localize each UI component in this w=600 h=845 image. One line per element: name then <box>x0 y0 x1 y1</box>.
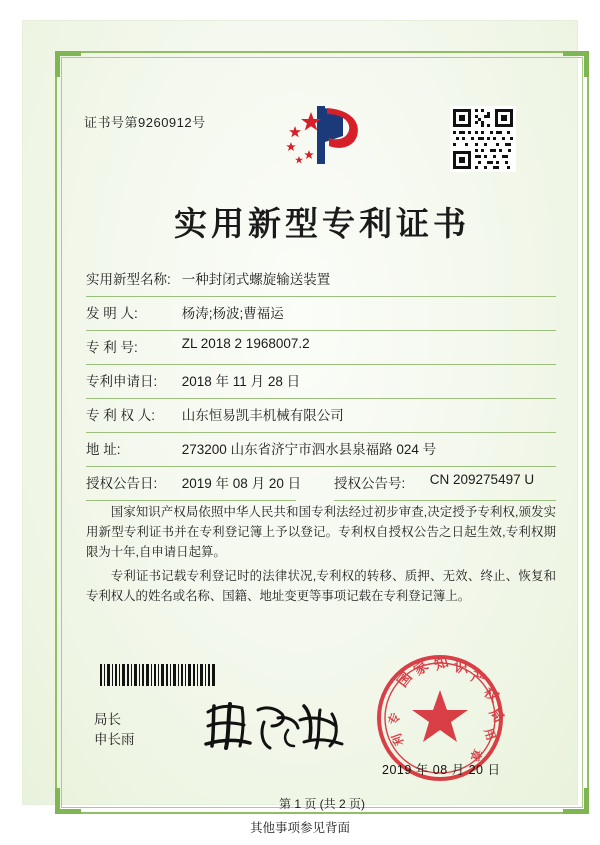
grant-number-group <box>334 472 534 492</box>
field-underline <box>86 432 556 433</box>
field-underline <box>86 398 556 399</box>
field-value: 2018 年 11 月 28 日 <box>181 374 301 389</box>
director-name-label: 申长雨 <box>94 732 135 747</box>
field-row-grant-announcement <box>86 472 556 506</box>
field-row-address <box>86 438 556 472</box>
field-row-patentee <box>86 404 556 438</box>
svg-text:利: 利 <box>389 731 407 748</box>
page-number: 第 1 页 (共 2 页) <box>278 797 365 811</box>
signature-labels <box>94 710 135 750</box>
field-row-utility-model-name <box>86 268 556 302</box>
director-title-label: 局长 <box>94 712 121 727</box>
corner-ornament-top-left <box>55 51 81 77</box>
field-row-inventors <box>86 302 556 336</box>
page-title: 实用新型专利证书 <box>174 204 470 243</box>
svg-text:产: 产 <box>468 668 488 689</box>
field-list <box>86 268 556 506</box>
field-label: 发 明 人: <box>86 306 138 321</box>
field-underline <box>86 296 556 297</box>
field-value: 杨涛;杨波;曹福运 <box>181 306 284 321</box>
field-label: 实用新型名称: <box>86 272 171 287</box>
field-value: 273200 山东省济宁市泗水县泉福路 024 号 <box>181 442 437 457</box>
field-label: 地 址: <box>86 442 121 457</box>
svg-text:用: 用 <box>481 726 499 743</box>
barcode-icon <box>100 664 216 686</box>
field-label: 专 利 号: <box>86 340 138 355</box>
corner-ornament-top-right <box>563 51 589 77</box>
grant-number-label: 授权公告号: <box>334 476 406 491</box>
handwritten-signature-icon <box>200 696 350 754</box>
seal-date: 2019 年 08 月 20 日 <box>382 763 501 777</box>
field-label: 专 利 权 人: <box>86 408 156 423</box>
grant-date-value: 2019 年 08 月 20 日 <box>181 476 302 491</box>
field-row-patent-number <box>86 336 556 370</box>
body-paragraph-1: 国家知识产权局依照中华人民共和国专利法经过初步审查,决定授予专利权,颁发实用新型专利证书并在专利登记簿上予以登记。专利权自授权公告之日起生效,专利权期限为十年,自申请日起算。 <box>86 505 556 559</box>
svg-text:知: 知 <box>432 654 451 674</box>
svg-text:局: 局 <box>485 705 506 726</box>
field-value: 山东恒易凯丰机械有限公司 <box>181 408 344 423</box>
footer-note: 其他事项参见背面 <box>249 821 350 835</box>
grant-number-value: CN 209275497 U <box>429 472 535 487</box>
svg-text:国: 国 <box>394 669 416 691</box>
svg-text:专: 专 <box>385 710 403 728</box>
body-paragraph-2: 专利证书记载专利登记时的法律状况,专利权的转移、质押、无效、终止、恢复和专利权人的姓名或名称、国籍、地址变更等事项记载在专利登记簿上。 <box>86 569 556 603</box>
field-underline <box>86 500 296 501</box>
field-underline <box>86 364 556 365</box>
field-row-application-date <box>86 370 556 404</box>
field-label: 专利申请日: <box>86 374 158 389</box>
field-value: ZL 2018 2 1968007.2 <box>181 336 310 351</box>
patent-office-emblem-icon <box>265 102 375 174</box>
qr-code-icon <box>450 106 516 172</box>
svg-text:章: 章 <box>467 746 485 764</box>
svg-text:权: 权 <box>480 684 502 706</box>
field-underline-secondary <box>334 500 556 501</box>
certificate-paper <box>22 20 578 811</box>
svg-text:识: 识 <box>454 660 468 676</box>
field-value: 一种封闭式螺旋输送装置 <box>181 272 331 287</box>
field-underline <box>86 330 556 331</box>
certificate-number: 证书号第9260912号 <box>84 115 206 130</box>
body-text <box>86 502 556 610</box>
svg-text:家: 家 <box>410 658 432 680</box>
field-underline <box>86 466 556 467</box>
grant-date-label: 授权公告日: <box>86 476 158 491</box>
